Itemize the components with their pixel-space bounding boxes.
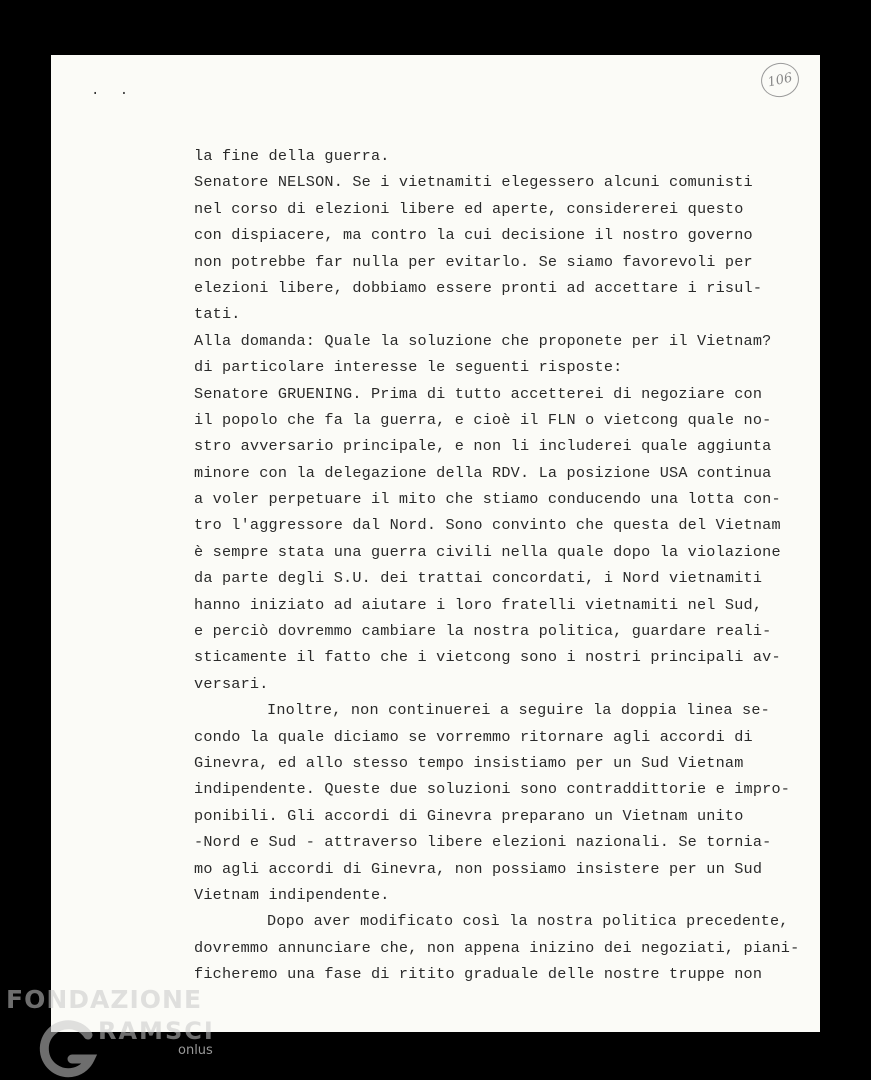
text-line: di particolare interesse le seguenti risposte:: [194, 358, 623, 377]
watermark-onlus: onlus: [178, 1043, 213, 1058]
text-line: elezioni libere, dobbiamo essere pronti ad accettare i risul-: [194, 278, 763, 297]
typewritten-text: [194, 143, 800, 988]
text-line: Vietnam indipendente.: [194, 885, 390, 904]
text-line: il popolo che fa la guerra, e cioè il FLN o vietcong quale no-: [194, 410, 772, 429]
text-line: condo la quale diciamo se vorremmo ritornare agli accordi di: [194, 727, 753, 746]
text-line: sticamente il fatto che i vietcong sono i nostri principali av-: [194, 648, 781, 667]
text-line: minore con la delegazione della RDV. La posizione USA continua: [194, 463, 772, 482]
text-line: ficheremo una fase di ritito graduale delle nostre truppe non: [194, 965, 763, 984]
text-line: e perciò dovremmo cambiare la nostra politica, guardare reali-: [194, 622, 772, 641]
watermark-line2: RAMSCI: [98, 1017, 215, 1045]
page-number-stamp: 106: [758, 59, 802, 100]
text-line: a voler perpetuare il mito che stiamo conducendo una lotta con-: [194, 490, 781, 509]
text-line: dovremmo annunciare che, non appena inizino dei negoziati, piani-: [194, 938, 800, 957]
text-line: Inoltre, non continuerei a seguire la doppia linea se-: [267, 701, 770, 720]
document-page: [51, 55, 820, 1032]
text-line: hanno iniziato ad aiutare i loro fratelli vietnamiti nel Sud,: [194, 595, 763, 614]
text-line: non potrebbe far nulla per evitarlo. Se siamo favorevoli per: [194, 252, 753, 271]
gramsci-g-logo-icon: [36, 1015, 100, 1079]
text-line: Senatore GRUENING. Prima di tutto accetterei di negoziare con: [194, 384, 763, 403]
text-line: tro l'aggressore dal Nord. Sono convinto che questa del Vietnam: [194, 516, 781, 535]
text-line: con dispiacere, ma contro la cui decisione il nostro governo: [194, 226, 753, 245]
text-line: tati.: [194, 305, 241, 324]
text-line: Dopo aver modificato così la nostra politica precedente,: [267, 912, 789, 931]
text-line: la fine della guerra.: [194, 147, 390, 165]
text-line: è sempre stata una guerra civili nella quale dopo la violazione: [194, 542, 781, 561]
text-line: ponibili. Gli accordi di Ginevra preparano un Vietnam unito: [194, 806, 744, 825]
text-line: stro avversario principale, e non li includerei quale aggiunta: [194, 437, 772, 456]
text-line: Ginevra, ed allo stesso tempo insistiamo per un Sud Vietnam: [194, 753, 744, 772]
text-line: -Nord e Sud - attraverso libere elezioni nazionali. Se tornia-: [194, 833, 772, 852]
text-line: da parte degli S.U. dei trattai concordati, i Nord vietnamiti: [194, 569, 763, 588]
corner-dots: . .: [91, 83, 135, 99]
watermark-line1: FONDAZIONE: [6, 985, 203, 1014]
text-line: Senatore NELSON. Se i vietnamiti elegessero alcuni comunisti: [194, 173, 753, 192]
text-line: versari.: [194, 674, 269, 693]
fondazione-gramsci-watermark: [6, 985, 246, 1080]
text-line: mo agli accordi di Ginevra, non possiamo insistere per un Sud: [194, 859, 763, 878]
text-line: nel corso di elezioni libere ed aperte, considererei questo: [194, 199, 744, 218]
text-line: indipendente. Queste due soluzioni sono contraddittorie e impro-: [194, 780, 791, 799]
text-line: Alla domanda: Quale la soluzione che proponete per il Vietnam?: [194, 331, 772, 350]
